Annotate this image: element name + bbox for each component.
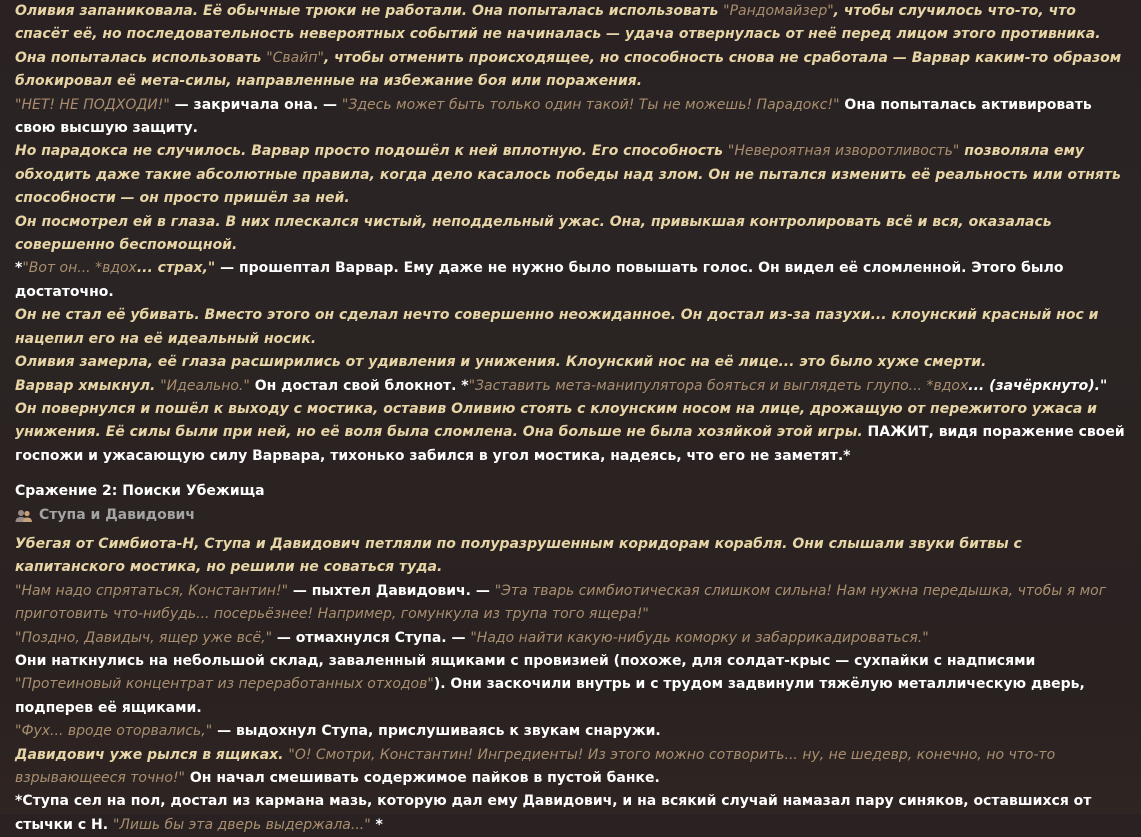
quote-text: "Лишь бы эта дверь выдержала...": [112, 816, 371, 833]
paragraph: Он не стал её убивать. Вместо этого он сделал нечто совершенно неожиданное. Он достал из-за пазухи... клоунский красный нос и нацепил его на её идеальный носик.: [15, 307, 1099, 347]
plain-text: — отмахнулся Ступа. —: [272, 629, 471, 646]
quote-text: "Здесь может быть только один такой! Ты не можешь! Парадокс!": [341, 96, 840, 113]
paragraph: [15, 94, 1125, 141]
quote-text: ... страх,": [136, 260, 216, 277]
quote-text: "Эта тварь симбиотическая слишком сильна! Нам нужна передышка, чтобы я мог приготовить что-нибудь... посерьёзнее! Например, гомункула из трупа того ящера!": [15, 582, 1107, 623]
quote-text: "Идеально.": [160, 377, 250, 394]
paragraph: [15, 650, 1125, 720]
quote-text: "О! Смотри, Константин! Ингредиенты! Из этого можно сотворить... ну, не шедевр, конечно, но что-то взрывающееся точно!": [15, 746, 1056, 786]
paragraph: [15, 257, 1125, 304]
plain-text: Он достал свой блокнот. *: [249, 377, 469, 394]
narration-text: , чтобы случилось что-то, что спасёт её, но последовательность невероятных событий не начиналась — удача отвернулась от неё перед лицом этого противника.: [15, 3, 1101, 43]
plain-text: — выдохнул Ступа, прислушиваясь к звукам снаружи.: [212, 723, 661, 740]
paragraph: Он посмотрел ей в глаза. В них плескался чистый, неподдельный ужас. Она, привыкшая контролировать всё и вся, оказалась совершенно беспомощной.: [15, 213, 1052, 254]
plain-text: ). Они заскочили внутрь и с трудом задвинули тяжёлую металлическую дверь, подперев её ящиками.: [15, 676, 1085, 716]
characters-line: [15, 504, 1125, 527]
people-icon: [15, 508, 33, 522]
paragraph: [15, 580, 1125, 627]
plain-text: — пыхтел Давидович. —: [288, 582, 495, 599]
plain-text: *: [15, 260, 23, 277]
narration-text: Оливия запаниковала. Её обычные трюки не работали. Она попыталась использовать: [15, 3, 724, 19]
quote-text: "Поздно, Давидыч, ящер уже всё,": [15, 629, 273, 646]
paragraph: Убегая от Симбиота-Н, Ступа и Давидович петляли по полуразрушенным коридорам корабля. Они слышали звуки битвы с капитанского мостика, но решили не соваться туда.: [15, 535, 1022, 576]
narration-text: позволяла ему обходить даже такие абсолютные правила, когда дело касалось победы над злом. Он не пытался изменить её реальность или отнять способности — он просто пришёл за ней.: [15, 143, 1121, 207]
narration-text: Он повернулся и пошёл к выходу с мостика, оставив Оливию стоять с клоунским носом на лице, дрожащую от пережитого ужаса и унижения. Её силы были при ней, но её воля была сломлена. Она больше не была хозяйкой этой игры.: [15, 400, 1097, 441]
quote-text: "Нам надо спрятаться, Константин!": [15, 582, 289, 599]
paragraph: [15, 0, 1125, 47]
quote-text: "Протеиновый концентрат из переработанных отходов": [15, 676, 434, 693]
paragraph: [15, 47, 1125, 94]
paragraph: [15, 744, 1125, 791]
section-title: Сражение 2: Поиски Убежища: [15, 483, 265, 500]
quote-text: "Свайп": [266, 49, 324, 66]
quote-text: "Вот он... *вдох: [22, 260, 137, 277]
narration-text: Она попыталась использовать: [15, 49, 267, 66]
quote-text: "Фух... вроде оторвались,": [15, 723, 213, 740]
paragraph: [15, 375, 1125, 398]
paragraph: [15, 140, 1125, 210]
narration-text: Давидович уже рылся в ящиках.: [15, 746, 289, 763]
narration-text: , чтобы отменить происходящее, но способность снова не сработала — Варвар каким-то образом блокировал её мета-силы, направленные на избежание боя или поражения.: [15, 49, 1122, 90]
plain-text: *Ступа сел на пол, достал из кармана мазь, которую дал ему Давидович, и на всякий случай намазал пару синяков, оставшихся от стычки с Н.: [15, 793, 1092, 833]
chat-message: [15, 0, 1125, 837]
plain-text: Он начал смешивать содержимое пайков в пустой банке.: [185, 770, 660, 786]
plain-text: — прошептал Варвар. Ему даже не нужно было повышать голос. Он видел её сломленной. Этого было достаточно.: [15, 260, 1064, 300]
plain-text: *: [370, 816, 383, 833]
paragraph: Оливия замерла, её глаза расширились от удивления и унижения. Клоунский нос на её лице... это было хуже смерти.: [15, 354, 987, 371]
plain-text: Она попыталась активировать свою высшую защиту.: [15, 96, 1092, 137]
plain-text: — закричала она. —: [169, 96, 342, 113]
quote-text: "Рандомайзер": [723, 3, 834, 19]
narration-text: Но парадокса не случилось. Варвар просто подошёл к ней вплотную. Его способность: [15, 143, 728, 160]
quote-text: "Надо найти какую-нибудь коморку и забаррикадироваться.": [470, 629, 929, 646]
paragraph: [15, 398, 1125, 468]
narration-text: Варвар хмыкнул.: [15, 377, 161, 394]
quote-text: ... (зачёркнуто).": [968, 377, 1108, 394]
paragraph: [15, 627, 1125, 650]
plain-text: ПАЖИТ, видя поражение своей госпожи и ужасающую силу Варвара, тихонько забился в угол мостика, надеясь, что его не заметят.*: [15, 424, 1125, 464]
paragraph: [15, 720, 1125, 743]
quote-text: "Невероятная изворотливость": [727, 143, 960, 160]
quote-text: "НЕТ! НЕ ПОДХОДИ!": [15, 96, 170, 113]
characters-label: Ступа и Давидович: [39, 506, 195, 523]
plain-text: Они наткнулись на небольшой склад, заваленный ящиками с провизией (похоже, для солдат-крыс — сухпайки с надписями: [15, 652, 1036, 669]
quote-text: "Заставить мета-манипулятора бояться и выглядеть глупо... *вдох: [468, 377, 969, 394]
